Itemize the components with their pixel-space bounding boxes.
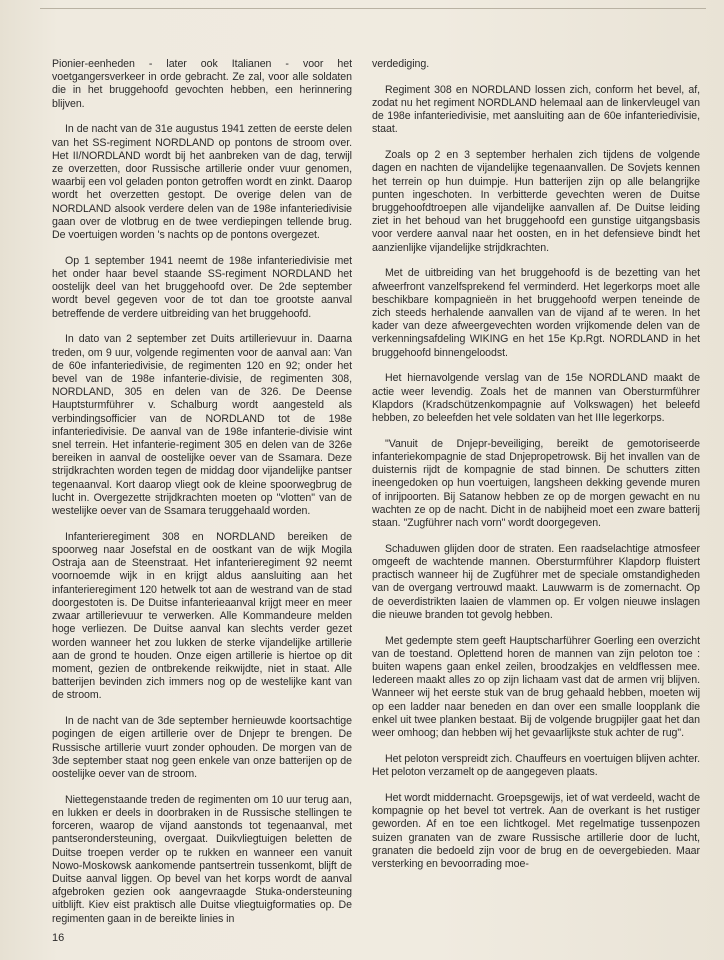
paragraph: Met de uitbreiding van het bruggehoofd is de bezetting van het afweerfront vanzelfsprekend fel verminderd. Het legerkorps moet alle beschikbare kompagnieën in het bruggehoofd werpen teneinde de zich steeds herhalende aanvallen van de vijand af te weren. In het kader van deze afweergevechten worden vrijkomende delen van de verkenningsafdeling WIKING en het 15e Kp.Rgt. NORDLAND in het bruggehoofd binnengeloodst. [372,267,700,359]
paragraph: Het wordt middernacht. Groepsgewijs, iet of wat verdeeld, wacht de kompagnie op het bevel tot vertrek. Aan de overkant is het rustiger geworden. Af en toe een lichtkogel. Met regelmatige tussenpozen suizen granaten van de zware Russische artillerie door de lucht, granaten die bedoeld zijn voor de brug en de oevergebieden. Maar versterking en bevoorrading moe- [372,791,700,870]
paragraph: In de nacht van de 31e augustus 1941 zetten de eerste delen van het SS-regiment NORDLAND op pontons de stroom over. Het II/NORDLAND wordt bij het aanbreken van de dag, terwijl ze overzetten, door Russische artillerie onder vuur genomen, waarbij een vol geladen ponton getroffen wordt en zinkt. Daarop wordt het overzetten gestopt. De overige delen van de NORDLAND alsook verdere delen van de 198e infanteriedivisie gaan over de vlotbrug en de twee verdiepingen tellende brug. De voertuigen worden 's nachts op de pontons overgezet. [52,123,352,242]
right-column [372,58,700,884]
paragraph: Niettegenstaande treden de regimenten om 10 uur terug aan, en lukken er deels in doorbraken in de Russische stellingen te forceren, waarop de vijand aanstonds tot tegenaanval, met pantserondersteuning, overgaat. Duikvliegtuigen beletten de Duitse troepen verder op te rukken en wanneer een vanuit Nowo-Moskowsk aankomende pantsertrein tussenkomt, blijft de Duitse aanval liggen. Op bevel van het korps wordt de aanval afgebroken gezien ook aangevraagde Stuka-ondersteuning uitblijft. Kiev eist praktisch alle Duitse vliegtuigformaties op. De regimenten gaan in de bereikte linies in [52,793,352,925]
left-column [52,58,352,938]
paragraph: Op 1 september 1941 neemt de 198e infanteriedivisie met het onder haar bevel staande SS-regiment NORDLAND het oostelijk deel van het bruggehoofd over. De 2de september wordt bevel gegeven voor de tot dan toe grootste aanval betreffende de verdere uitbreiding van het bruggehoofd. [52,254,352,320]
paragraph: Zoals op 2 en 3 september herhalen zich tijdens de volgende dagen en nachten de vijandelijke tegenaanvallen. De Sovjets kennen het terrein op hun duimpje. Hun batterijen zijn op alle belangrijke punten ingeschoten. In verbitterde gevechten weren de Duitse bruggehoofdtroepen alle vijandelijke aanvallen af. De Duitse leiding ziet in het behoud van het bruggehoofd een gunstige uitgangsbasis voor verdere aanval naar het oosten, en in het defensieve bindt het aanzienlijke vijandelijke strijdkrachten. [372,149,700,254]
top-rule [40,8,706,9]
paragraph: Infanterieregiment 308 en NORDLAND bereiken de spoorweg naar Josefstal en de oostkant van de wijk Mogila Ostraja aan de Steenstraat. Het infanterieregiment 92 neemt voornoemde wijk in en krijgt aldus aansluiting aan het infanterieregiment 120 hetwelk tot aan de westrand van de stad doorgestoten is. De Duitse infanterieaanval krijgt meer en meer zwaar artillerievuur te verwerken. Alle Kommandeure melden hoge verliezen. De Duitse aanval kan slechts verder gezet worden wanneer het zou lukken de sterke vijandelijke artillerie aan de grond te houden. Onze eigen artillerie is hiertoe op dit moment, gezien de ontbrekende reikwijdte, niet in staat. Alle batterijen bevinden zich immers nog op de westelijke kant van de stroom. [52,530,352,702]
paragraph: Regiment 308 en NORDLAND lossen zich, conform het bevel, af, zodat nu het regiment NORDLAND helemaal aan de linkervleugel van de 198e infanteriedivisie, met aansluiting aan de 60e infanteriedivisie, staat. [372,83,700,136]
paragraph: In de nacht van de 3de september hernieuwde koortsachtige pogingen de eigen artillerie over de Dnjepr te brengen. De Russische artillerie vuurt zonder ophouden. De morgen van de 3de september staat nog geen enkele van onze batterijen op de oostelijke oever van de stroom. [52,715,352,780]
paragraph: Het peloton verspreidt zich. Chauffeurs en voertuigen blijven achter. Het peloton verzamelt op de aangegeven plaats. [372,752,700,779]
paragraph: Het hiernavolgende verslag van de 15e NORDLAND maakt de actie weer levendig. Zoals het de mannen van Obersturmführer Klapdors (Kradschützenkompagnie auf Volkswagen) het beleefd hebben, zo beleefden het vele soldaten van het IIIe legerkorps. [372,372,700,425]
paragraph: Schaduwen glijden door de straten. Een raadselachtige atmosfeer omgeeft de wachtende mannen. Obersturmführer Klapdorp fluistert practisch wanneer hij de Zugführer met de speciale omstandigheden van de overgang vertrouwd maakt. Lauwwarm is de zomernacht. Op de oeverdistrikten laaien de vlammen op. Er volgen nieuwe inslagen die nieuwe branden tot gevolg hebben. [372,542,700,621]
page-number: 16 [52,932,65,944]
paragraph: Met gedempte stem geeft Hauptscharführer Goerling een overzicht van de toestand. Oplettend horen de mannen van zijn peloton toe : buiten wapens gaan enkel zeilen, broodzakjes en veldflessen mee. Iedereen maakt alles zo op zijn lichaam vast dat de armen vrij blijven. Wanneer wij het eerste stuk van de brug gehaald hebben, moeten wij op een ladder naar beneden en dan over een smalle loopplank die enkel uit twee planken bestaat. Bij de volgende brugpijler gaat het dan weer omhoog; dan hebben wij het gevaarlijkste stuk achter de rug". [372,634,700,740]
paragraph: Pionier-eenheden - later ook Italianen - voor het voetgangersverkeer in orde gebracht. Ze zal, voor alle soldaten die in het bruggehoofd gevochten hebben, een herinnering blijven. [52,58,352,110]
paragraph: verdediging. [372,58,430,70]
paragraph: "Vanuit de Dnjepr-beveiliging, bereikt de gemotoriseerde infanteriekompagnie de stad Dnjepropetrowsk. Bij het invallen van de duisternis rijdt de kompagnie de stad binnen. De schutters zitten ineengedoken op hun voertuigen, langsheen dekking gevende muren of inrijpoorten. Bij Satanow hebben ze op de morgen gewacht en nu wachten ze op de nacht. Dicht in de nabijheid moet een zware batterij staan. "Zugführer nach vorn" wordt doorgegeven. [372,437,700,530]
paragraph: In dato van 2 september zet Duits artillerievuur in. Daarna treden, om 9 uur, volgende regimenten voor de aanval aan: Van de 60e infanteriedivisie, de regimenten 120 en 92; onder het bevel van de 198e infanterie-divisie, de regimenten 308, NORDLAND, 305 en delen van de 326. De Deense Hauptsturmführer v. Schalburg wordt aangesteld als verbindingsofficier van de NORDLAND tot de 198e infanteriedivisie. De aanval van de 198e infanterie-divisie wint snel terrein. Het infanterie-regiment 305 en delen van de 326e bereiken in aanval de oostelijke oever van de Ssamara. Deze strijdkrachten worden tegen de middag door vijandelijke pantser tegenaanval. Kort daarop vliegt ook de kleine spoorwegbrug de lucht in. Overgezette strijdkrachten moeten op "vlotten" van de westelijke oever van de Ssamara teruggehaald worden. [52,333,352,518]
